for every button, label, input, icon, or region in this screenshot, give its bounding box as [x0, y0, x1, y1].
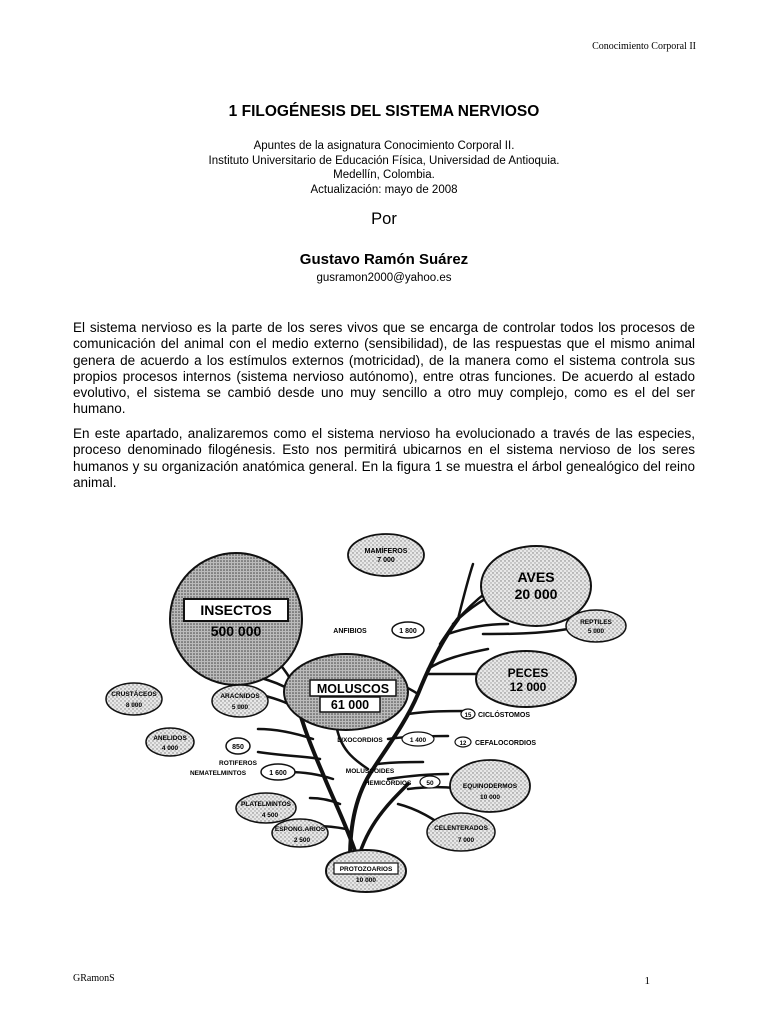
count-hemicordios: 50: [426, 780, 434, 787]
by-label: Por: [371, 210, 397, 228]
phylogenetic-tree-svg: [88, 524, 680, 919]
group-lixocordios: [337, 732, 434, 746]
label-aracnidos: ARACNIDOS: [220, 693, 260, 700]
group-crustaceos: [106, 683, 162, 715]
count-equinodermos: 10 000: [480, 794, 500, 801]
count-celenterados: 7 000: [457, 837, 475, 844]
phylogenetic-tree-figure: [88, 524, 680, 919]
count-platelmintos: 4 500: [261, 812, 279, 819]
label-esponjarios: ESPONG.ARIOS: [274, 826, 326, 833]
label-anelidos: ANELIDOS: [153, 735, 187, 742]
count-anfibios: 1 800: [399, 628, 417, 635]
count-mamiferos: 7 000: [377, 557, 395, 564]
group-anfibios: [333, 622, 424, 638]
subtitle-line: Actualización: mayo de 2008: [310, 183, 458, 196]
label-anfibios: ANFIBIOS: [333, 628, 367, 635]
label-protozoarios: PROTOZOARIOS: [339, 866, 393, 873]
group-reptiles: [566, 610, 626, 642]
label-insectos: INSECTOS: [200, 602, 272, 618]
label-ciclostomos: CICLÓSTOMOS: [478, 712, 530, 719]
group-equinodermos: [450, 760, 530, 812]
count-rotiferos: 850: [232, 744, 244, 751]
group-peces: [476, 651, 576, 707]
group-aracnidos: [212, 685, 268, 717]
group-rotiferos: [219, 738, 258, 767]
count-aves: 20 000: [514, 586, 558, 602]
label-nematelmintos: NEMATELMINTOS: [189, 770, 247, 777]
group-cefalocordios: [455, 737, 536, 747]
count-peces: 12 000: [509, 680, 547, 694]
label-crustaceos: CRUSTÁCEOS: [111, 691, 157, 698]
count-moluscos: 61 000: [330, 698, 370, 712]
group-insectos: [170, 553, 302, 685]
label-rotiferos: ROTIFEROS: [219, 760, 257, 767]
paragraph-text: En este apartado, analizaremos como el sistema nervioso ha evolucionado a través de las especies, proceso denominado filogénesis. Esto nos permitirá ubicarnos en el sistema nervioso de los seres humanos y su organización anatómica general. En la figura 1 se muestra el árbol genealógico del reino animal.: [73, 426, 695, 490]
group-platelmintos: [236, 793, 296, 823]
count-insectos: 500 000: [210, 623, 262, 639]
count-lixocordios: 1 400: [409, 737, 427, 744]
label-equinodermos: EQUINODERMOS: [462, 783, 518, 790]
label-celenterados: CELENTERADOS: [434, 825, 488, 832]
count-ciclostomos: 15: [464, 713, 472, 719]
label-reptiles: REPTILES: [580, 619, 612, 626]
count-reptiles: 5 000: [587, 628, 605, 635]
count-crustaceos: 8 000: [125, 702, 143, 709]
label-moluscoides: MOLUSCOIDES: [345, 768, 395, 775]
group-esponjarios: [272, 819, 328, 847]
label-peces: PECES: [507, 666, 549, 680]
label-aves: AVES: [517, 569, 555, 585]
label-cefalocordios: CEFALOCORDIOS: [475, 740, 537, 747]
running-header: Conocimiento Corporal II: [592, 41, 696, 52]
label-mamiferos: MAMÍFEROS: [364, 548, 408, 555]
group-celenterados: [427, 813, 495, 851]
count-anelidos: 4 000: [161, 745, 179, 752]
label-hemicordios: HEMICORDIOS: [364, 780, 412, 787]
label-lixocordios: LIXOCORDIOS: [337, 737, 383, 744]
count-nematelmintos: 1 600: [269, 770, 287, 777]
subtitle-block: [0, 139, 768, 197]
author-name: Gustavo Ramón Suárez: [299, 251, 469, 268]
footer-author-tag: GRamonS: [73, 973, 115, 984]
label-moluscos: MOLUSCOS: [316, 682, 390, 696]
label-platelmintos: PLATELMINTOS: [241, 801, 291, 808]
subtitle-line: Medellín, Colombia.: [333, 169, 435, 181]
count-esponjarios: 2 500: [293, 837, 311, 844]
group-moluscoides: [346, 768, 395, 775]
group-mamiferos: [348, 534, 424, 576]
count-aracnidos: 5 000: [231, 704, 249, 711]
group-protozoarios: [326, 850, 406, 892]
paragraph: [73, 426, 695, 491]
paragraph-text: El sistema nervioso es la parte de los seres vivos que se encarga de controlar todos los procesos de comunicación del animal con el medio externo (sensibilidad), de las respuestas que el mismo animal genera de acuerdo a los estímulos externos (motricidad), de la manera como el sistema controla sus propios procesos internos (sistema nervioso autónomo), entre otras funciones. De acuerdo al estado evolutivo, el sistema se cambió desde uno muy sencillo a otro muy complejo, como es el del ser humano.: [73, 320, 695, 417]
author-email[interactable]: gusramon2000@yahoo.es: [316, 272, 452, 284]
subtitle-line: Apuntes de la asignatura Conocimiento Corporal II.: [253, 140, 515, 152]
page-title: 1 FILOGÉNESIS DEL SISTEMA NERVIOSO: [228, 103, 540, 120]
count-protozoarios: 10 000: [356, 877, 376, 884]
count-cefalocordios: 12: [459, 741, 467, 747]
group-moluscos: [284, 654, 408, 730]
group-anelidos: [146, 728, 194, 756]
page-number: 1: [644, 975, 650, 987]
group-ciclostomos: [461, 709, 530, 719]
subtitle-line: Instituto Universitario de Educación Física, Universidad de Antioquia.: [208, 154, 560, 167]
paragraph: [73, 320, 695, 418]
